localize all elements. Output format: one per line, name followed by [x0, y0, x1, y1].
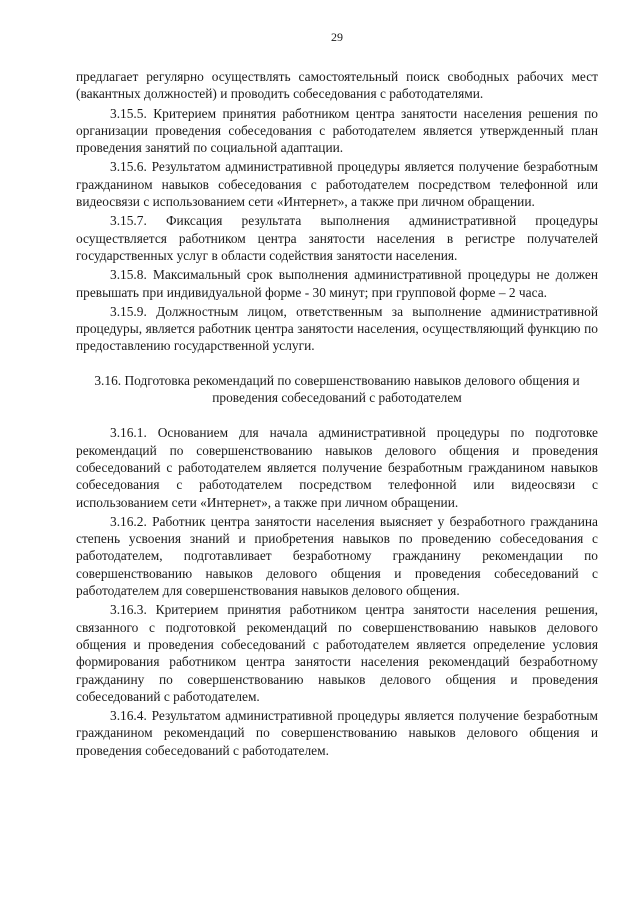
- clause-3-15-7: 3.15.7. Фиксация результата выполнения административной процедуры осуществляется работником центра занятости населения в регистре получателей государственных услуг в области содействия занятости населения.: [76, 213, 598, 263]
- clause-3-16-1: 3.16.1. Основанием для начала административной процедуры по подготовке рекомендаций по совершенствованию навыков делового общения и проведения собеседований с работодателем является получение безработным гражданином навыков собеседования с работодателем посредством телефонной или видеосвязи с использованием сети «Интернет», а также при личном обращении.: [76, 425, 598, 510]
- clause-3-15-5: 3.15.5. Критерием принятия работником центра занятости населения решения по организации проведения собеседования с работодателем является утвержденный план проведения занятий по социальной адаптации.: [76, 105, 598, 156]
- clause-3-15-9: 3.15.9. Должностным лицом, ответственным за выполнение административной процедуры, является работник центра занятости населения, осуществляющий функцию по предоставлению государственной услуги.: [76, 303, 598, 354]
- continuation-paragraph: предлагает регулярно осуществлять самостоятельный поиск свободных рабочих мест (вакантных должностей) и проводить собеседования с работодателями.: [76, 69, 598, 102]
- clause-3-16-2: 3.16.2. Работник центра занятости населения выясняет у безработного гражданина степень усвоения знаний и приобретения навыков по проведению собеседования с работодателем, подготавливает безработному гражданину рекомендации по совершенствованию навыков делового общения и проведения собеседований с работодателем для совершенствования навыков делового общения.: [76, 513, 598, 599]
- section-heading-3-16: 3.16. Подготовка рекомендаций по совершенствованию навыков делового общения и проведения собеседований с работодателем: [94, 372, 580, 406]
- clause-3-16-4: 3.16.4. Результатом административной процедуры является получение безработным гражданином рекомендаций по совершенствованию навыков делового общения и проведения собеседований с работодателем.: [76, 708, 598, 758]
- clause-3-15-6: 3.15.6. Результатом административной процедуры является получение безработным гражданином навыков собеседования с работодателем посредством телефонной или видеосвязи с использованием сети «Интернет», а также при личном обращении.: [76, 159, 598, 210]
- clause-3-16-3: 3.16.3. Критерием принятия работником центра занятости населения решения, связанного с подготовкой рекомендаций по совершенствованию навыков делового общения и проведения собеседований с работодателем является определение условия формирования работником центра занятости населения рекомендаций безработному гражданину по совершенствованию навыков делового общения и проведения собеседований с работодателем.: [76, 602, 598, 704]
- clause-3-15-8: 3.15.8. Максимальный срок выполнения административной процедуры не должен превышать при индивидуальной форме - 30 минут; при групповой форме – 2 часа.: [76, 267, 598, 300]
- page-number: 29: [331, 30, 343, 44]
